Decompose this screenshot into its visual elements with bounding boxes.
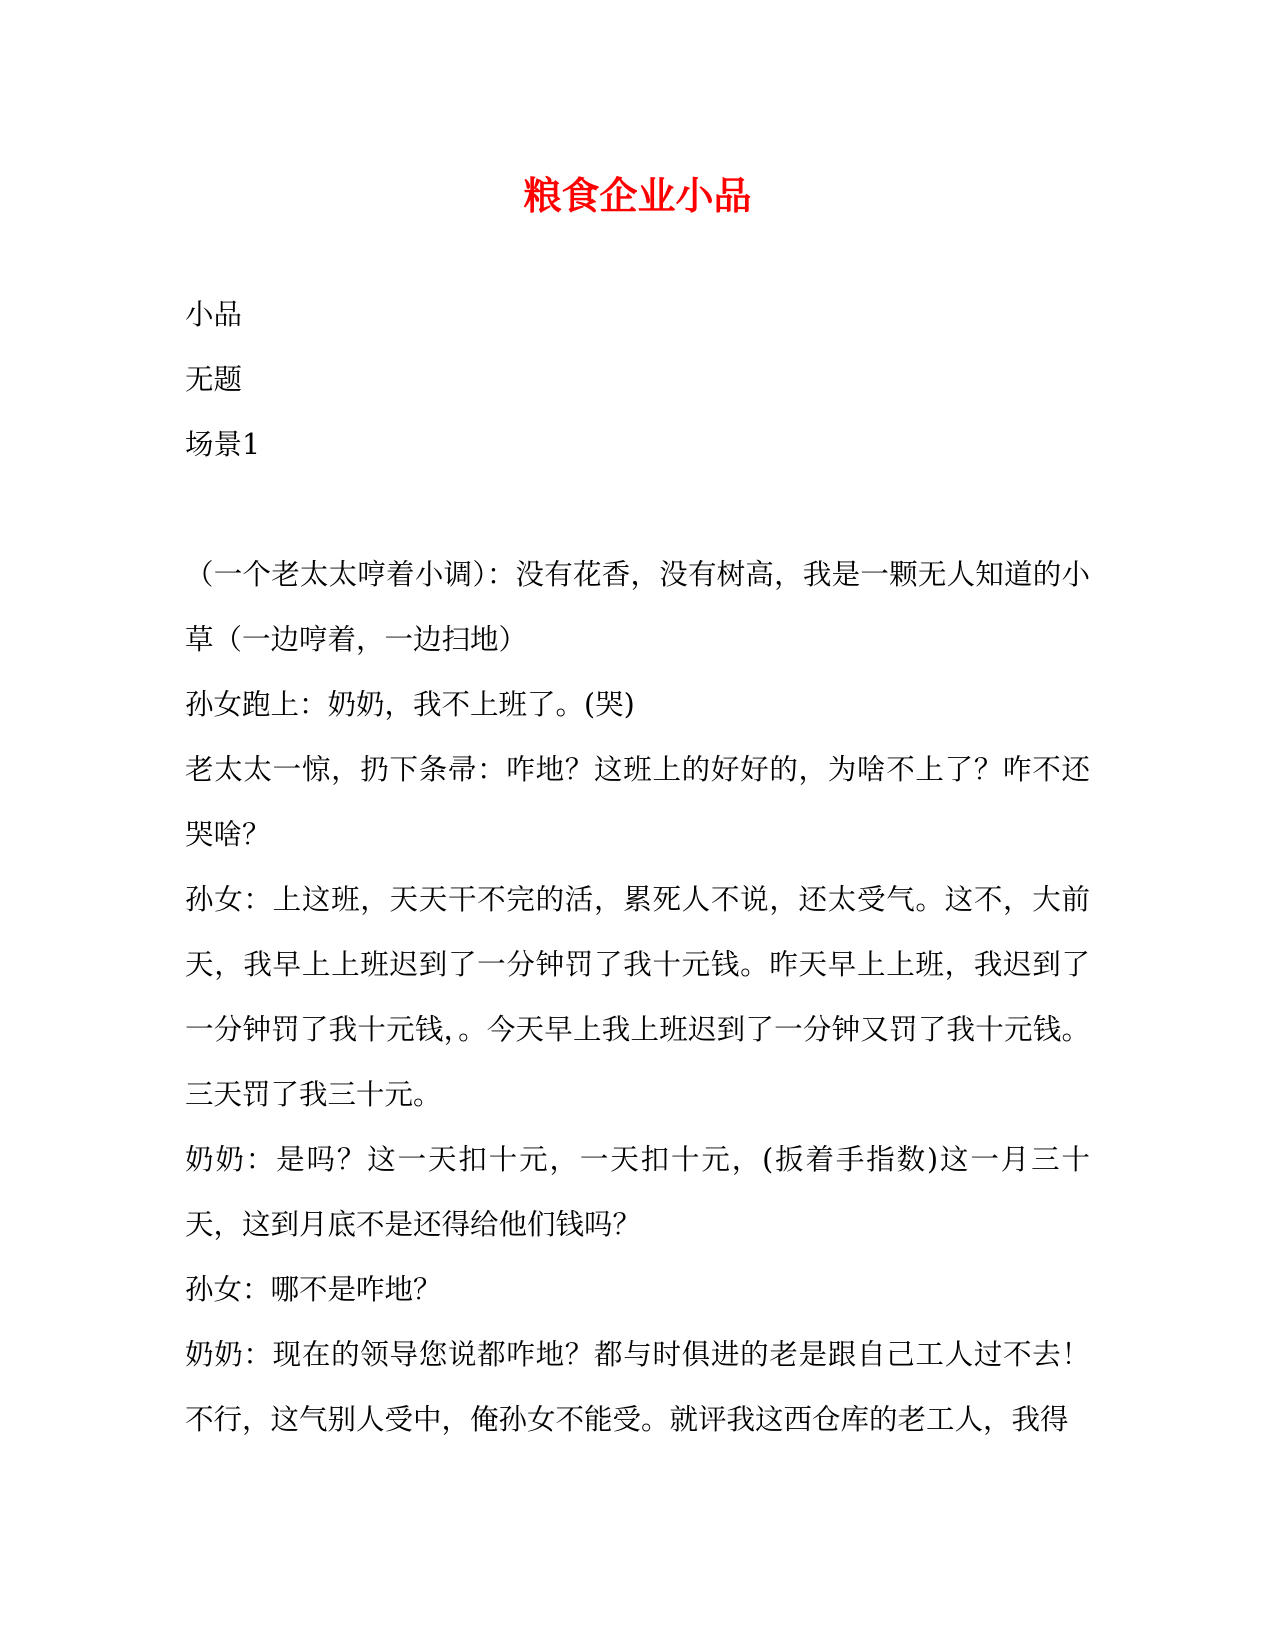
header-line-genre: 小品 — [185, 298, 243, 331]
paragraph: 孙女：上这班，天天干不完的活，累死人不说，还太受气。这不，大前天，我早上上班迟到了一分钟罚了我十元钱。昨天早上上班，我迟到了一分钟罚了我十元钱，。今天早上我上班迟到了一分钟又罚了我十元钱。三天罚了我三十元。 — [185, 883, 1090, 1111]
paragraph: （一个老太太哼着小调）：没有花香，没有树高，我是一颗无人知道的小草（一边哼着，一边扫地） — [185, 558, 1090, 656]
document-title: 粮食企业小品 — [523, 173, 752, 218]
paragraph: 孙女：哪不是咋地？ — [185, 1273, 442, 1306]
header-line-scene: 场景1 — [185, 428, 261, 461]
paragraph: 奶奶：现在的领导您说都咋地？都与时俱进的老是跟自己工人过不去！不行，这气别人受中，俺孙女不能受。就评我这西仓库的老工人，我得 — [185, 1338, 1090, 1436]
document-body — [185, 282, 1090, 1452]
paragraph: 孙女跑上：奶奶，我不上班了。(哭) — [185, 688, 635, 721]
header-line-name: 无题 — [185, 363, 243, 396]
blank-spacer — [185, 477, 1090, 542]
paragraph: 老太太一惊，扔下条帚：咋地？这班上的好好的，为啥不上了？咋不还哭啥？ — [185, 753, 1090, 851]
paragraph: 奶奶：是吗？这一天扣十元，一天扣十元，(扳着手指数)这一月三十天，这到月底不是还得给他们钱吗？ — [185, 1143, 1090, 1241]
